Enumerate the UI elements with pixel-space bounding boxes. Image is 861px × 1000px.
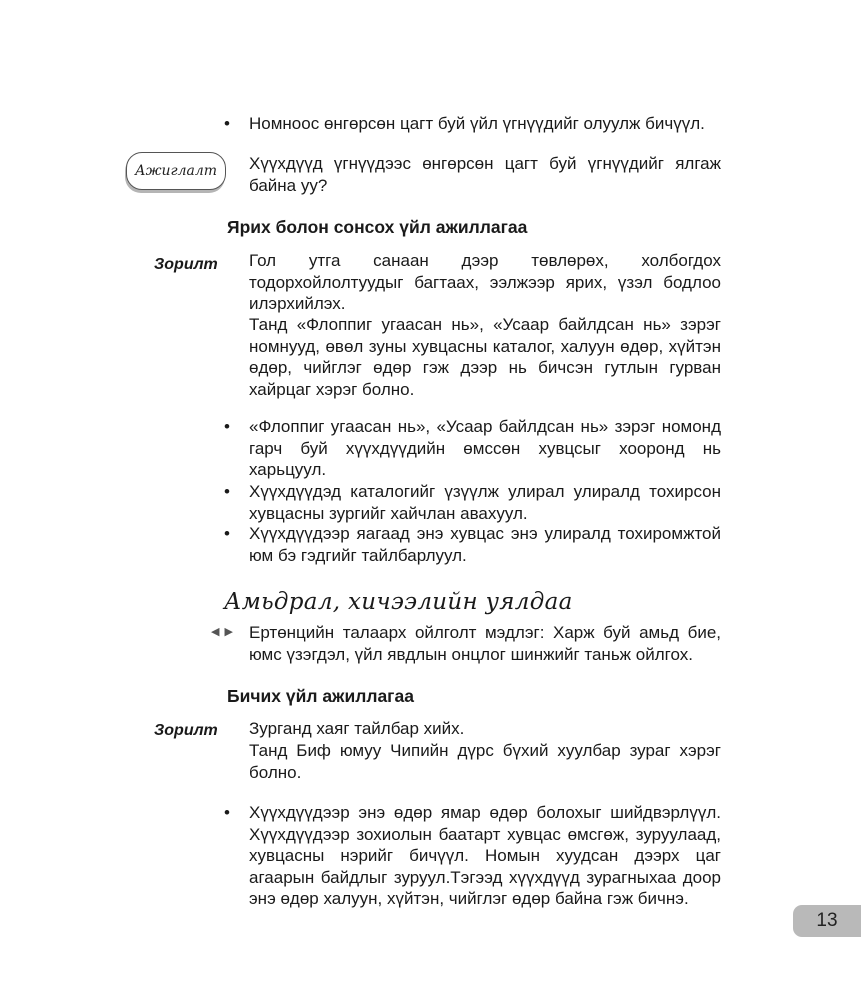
section-heading-speaking: Ярих болон сонсох үйл ажиллагаа bbox=[227, 217, 528, 237]
bullet-marker: • bbox=[224, 803, 230, 822]
materials-text: Танд «Флоппиг угаасан нь», «Усаар байлдсан нь» зэрэг номнууд, өвөл зуны хувцасны каталог, халуун өдөр, хүйтэн өдөр, чийглэг өдөр гэж дээр нь бичсэн гутлын гурван хайрцаг хэрэг болно. bbox=[249, 315, 721, 399]
bullet-marker: • bbox=[224, 114, 230, 133]
list-item: Хүүхдүүдэд каталогийг үзүүлж улирал улиралд тохирсон хувцасны зургийг хайчлан авахуул. bbox=[249, 482, 721, 523]
life-connection-text: Ертөнцийн талаарх ойлголт мэдлэг: Харж буй амьд бие, юмс үзэгдэл, үйл явдлын онцлог шинжийг таньж ойлгох. bbox=[249, 623, 721, 664]
list-item: «Флоппиг угаасан нь», «Усаар байлдсан нь» зэрэг номонд гарч буй хүүхдүүдийн өмссөн хувцсыг хооронд нь харьцуул. bbox=[249, 417, 721, 479]
goal-text: Зурганд хаяг тайлбар хийх. bbox=[249, 719, 465, 738]
arrows-icon: ◀ ▶ bbox=[211, 626, 234, 638]
page-number: 13 bbox=[793, 905, 861, 937]
goal-label: Зорилт bbox=[154, 722, 218, 739]
list-item: Хүүхдүүдээр яагаад энэ хувцас энэ улиралд тохиромжтой юм бэ гэдгийг тайлбарлуул. bbox=[249, 524, 721, 565]
top-bullet-text: Номноос өнгөрсөн цагт буй үйл үгнүүдийг олуулж бичүүл. bbox=[249, 114, 705, 133]
section-heading-writing: Бичих үйл ажиллагаа bbox=[227, 686, 414, 706]
bullet-marker: • bbox=[224, 482, 230, 501]
observation-text: Хүүхдүүд үгнүүдээс өнгөрсөн цагт буй үгнүүдийг ялгаж байна уу? bbox=[249, 154, 721, 195]
materials-text: Танд Биф юмуу Чипийн дүрс бүхий хуулбар зураг хэрэг болно. bbox=[249, 741, 721, 782]
list-item: Хүүхдүүдээр энэ өдөр ямар өдөр болохыг шийдвэрлүүл. Хүүхдүүдээр зохиолын баатарт хувцас өмсгөж, зуруулаад, хувцасны нэрийг бичүүл. Номын хуудсан дээрх цаг агаарын байдлыг зуруул.Тэгээд хүүхдүүд зурагныхаа доор энэ өдөр халуун, хүйтэн, чийглэг өдөр байна гэж бичнэ. bbox=[249, 803, 721, 908]
section-heading-life: Амьдрал, хичээлийн уялдаа bbox=[224, 589, 573, 615]
goal-text: Гол утга санаан дээр төвлөрөх, холбогдох тодорхойлолтуудыг багтаах, ээлжээр ярих, үзэл бодлоо илэрхийлэх. bbox=[249, 251, 721, 313]
bullet-marker: • bbox=[224, 524, 230, 543]
bullet-marker: • bbox=[224, 417, 230, 436]
goal-label: Зорилт bbox=[154, 256, 218, 273]
observation-label: Ажиглалт bbox=[126, 152, 226, 190]
